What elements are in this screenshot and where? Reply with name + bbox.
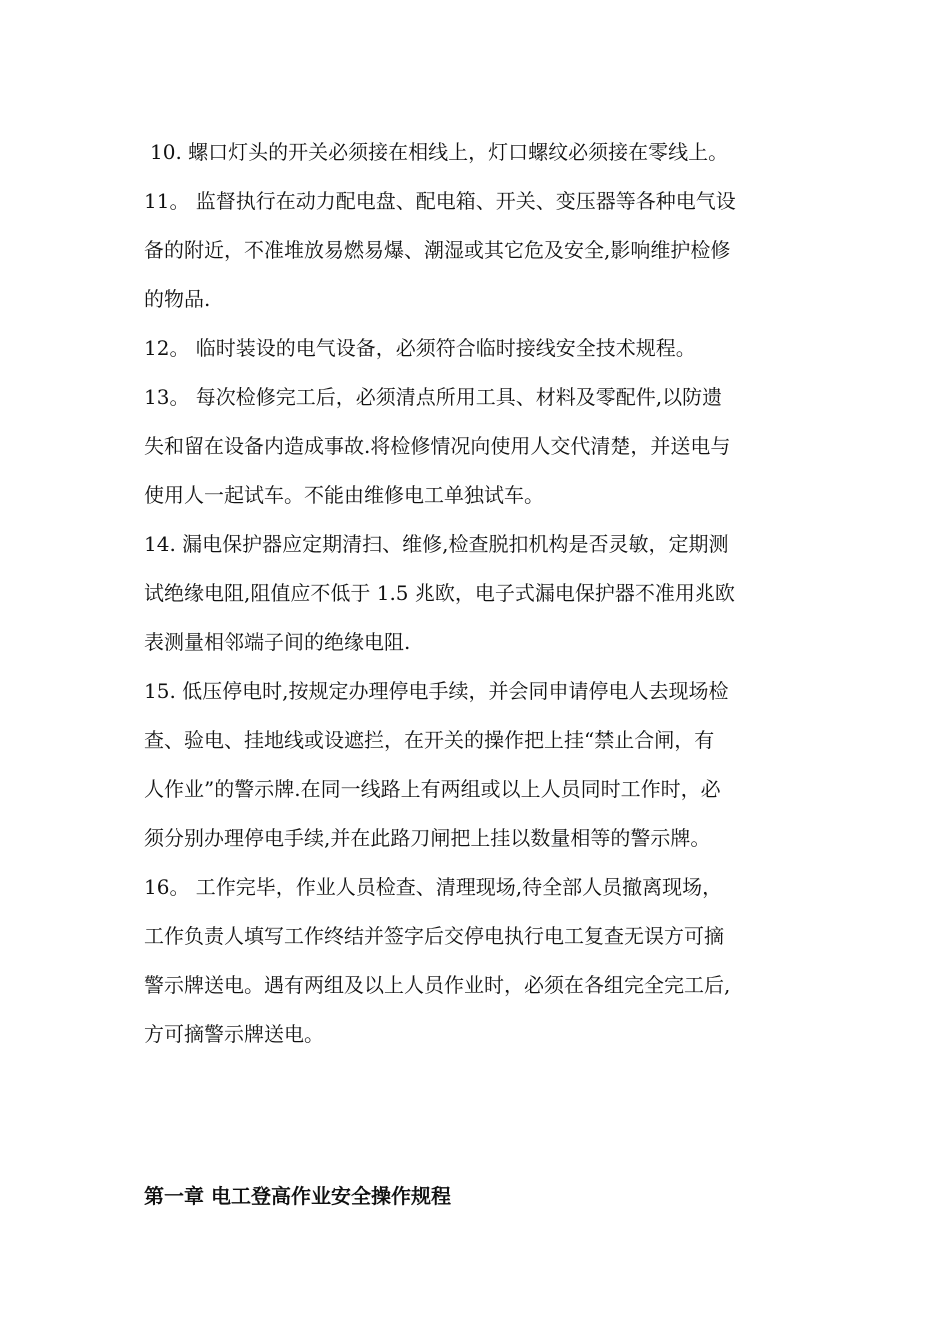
text-line: 11。 监督执行在动力配电盘、配电箱、开关、变压器等各种电气设	[144, 189, 736, 213]
text-line: 表测量相邻端子间的绝缘电阻.	[144, 630, 411, 654]
text-line: 试绝缘电阻,阻值应不低于 1.5 兆欧，电子式漏电保护器不准用兆欧	[144, 581, 735, 605]
text-line: 方可摘警示牌送电。	[144, 1022, 324, 1046]
text-line: 10. 螺口灯头的开关必须接在相线上，灯口螺纹必须接在零线上。	[150, 140, 729, 164]
text-line: 警示牌送电。遇有两组及以上人员作业时，必须在各组完全完工后,	[144, 973, 731, 997]
text-line: 备的附近，不准堆放易燃易爆、潮湿或其它危及安全,影响维护检修	[144, 238, 731, 262]
text-line: 使用人一起试车。不能由维修电工单独试车。	[144, 483, 544, 507]
text-line: 的物品.	[144, 287, 211, 311]
text-line: 15. 低压停电时,按规定办理停电手续，并会同申请停电人去现场检	[144, 679, 729, 703]
text-line: 14. 漏电保护器应定期清扫、维修,检查脱扣机构是否灵敏，定期测	[144, 532, 729, 556]
text-line: 12。 临时装设的电气设备，必须符合临时接线安全技术规程。	[144, 336, 696, 360]
chapter-heading: 第一章 电工登高作业安全操作规程	[144, 1184, 451, 1208]
text-line: 查、验电、挂地线或设遮拦，在开关的操作把上挂“禁止合闸，有	[144, 728, 715, 752]
text-line: 16。 工作完毕，作业人员检查、清理现场,待全部人员撤离现场，	[144, 875, 723, 899]
text-line: 人作业”的警示牌.在同一线路上有两组或以上人员同时工作时，必	[144, 777, 721, 801]
text-line: 须分别办理停电手续,并在此路刀闸把上挂以数量相等的警示牌。	[144, 826, 711, 850]
text-line: 13。 每次检修完工后，必须清点所用工具、材料及零配件,以防遗	[144, 385, 723, 409]
text-line: 失和留在设备内造成事故.将检修情况向使用人交代清楚，并送电与	[144, 434, 731, 458]
text-line: 工作负责人填写工作终结并签字后交停电执行电工复查无误方可摘	[144, 924, 724, 948]
body-text	[144, 128, 808, 1059]
